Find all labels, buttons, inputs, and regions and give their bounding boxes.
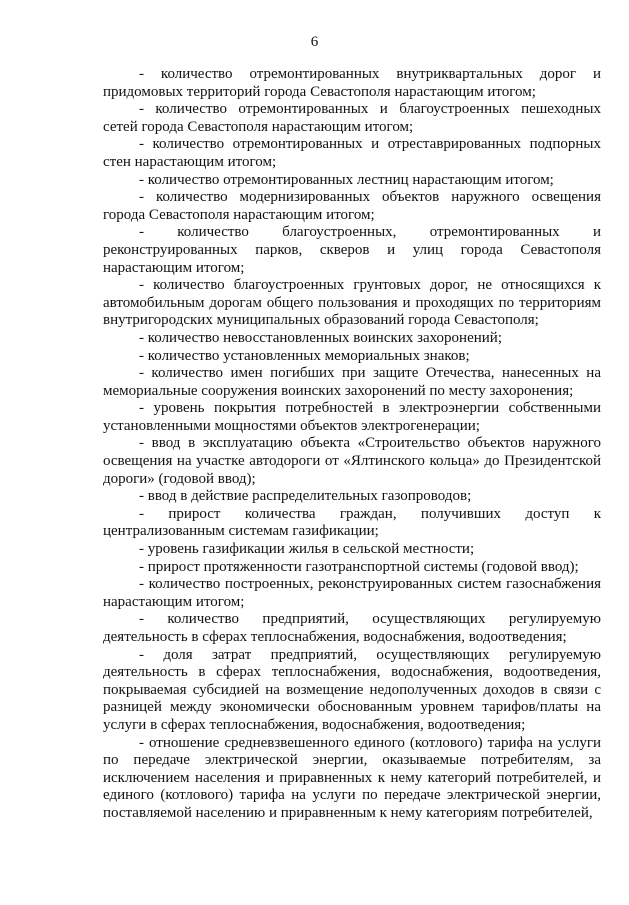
list-item: - количество благоустроенных грунтовых дорог, не относящихся к автомобильным дорогам общего пользования и проходящих по территориям внутригородских муниципальных образований города Севастополя; <box>103 277 601 329</box>
list-item: - количество отремонтированных и отреставрированных подпорных стен нарастающим итогом; <box>103 136 601 170</box>
list-item: - прирост протяженности газотранспортной системы (годовой ввод); <box>139 558 579 575</box>
document-body <box>103 66 601 823</box>
list-item: - отношение средневзвешенного единого (котлового) тарифа на услуги по передаче электрической энергии, оказываемые потребителям, за исключением населения и приравненных к нему категорий потребителей, и единого (котлового) тарифа на услуги по передаче электрической энергии, поставляемой населению и приравненным к нему категориям потребителей, <box>103 734 601 821</box>
list-item: - количество невосстановленных воинских захоронений; <box>139 329 502 346</box>
list-item: - количество имен погибших при защите Отечества, нанесенных на мемориальные сооружения воинских захоронений по месту захоронения; <box>103 365 601 399</box>
list-item: - ввод в действие распределительных газопроводов; <box>139 488 472 505</box>
list-item: - количество модернизированных объектов наружного освещения города Севастополя нарастающим итогом; <box>103 189 601 223</box>
list-item: - количество построенных, реконструированных систем газоснабжения нарастающим итогом; <box>103 576 601 610</box>
list-item: - количество отремонтированных лестниц нарастающим итогом; <box>139 171 554 188</box>
list-item: - уровень покрытия потребностей в электроэнергии собственными установленными мощностями объектов электрогенерации; <box>103 400 601 434</box>
list-item: - ввод в эксплуатацию объекта «Строительство объектов наружного освещения на участке автодороги от «Ялтинского кольца» до Президентской дороги» (годовой ввод); <box>103 435 601 487</box>
list-item: - прирост количества граждан, получивших доступ к централизованным системам газификации; <box>103 505 601 540</box>
list-item: - уровень газификации жилья в сельской местности; <box>139 541 475 558</box>
list-item: - количество установленных мемориальных знаков; <box>139 347 470 364</box>
list-item: - количество благоустроенных, отремонтированных и реконструированных парков, скверов и улиц города Севастополя нарастающим итогом; <box>103 224 601 276</box>
list-item: - количество отремонтированных внутриквартальных дорог и придомовых территорий города Севастополя нарастающим итогом; <box>103 66 601 100</box>
list-item: - количество отремонтированных и благоустроенных пешеходных сетей города Севастополя нарастающим итогом; <box>103 101 601 135</box>
list-item: - доля затрат предприятий, осуществляющих регулируемую деятельность в сферах теплоснабжения, водоснабжения, водоотведения, покрываемая субсидией на возмещение недополученных доходов в связи с разницей между экономически обоснованным уровнем тарифов/платы на услуги в сферах теплоснабжения, водоснабжения, водоотведения; <box>103 646 601 733</box>
list-item: - количество предприятий, осуществляющих регулируемую деятельность в сферах теплоснабжения, водоснабжения, водоотведения; <box>103 611 601 645</box>
page-number: 6 <box>310 34 319 50</box>
